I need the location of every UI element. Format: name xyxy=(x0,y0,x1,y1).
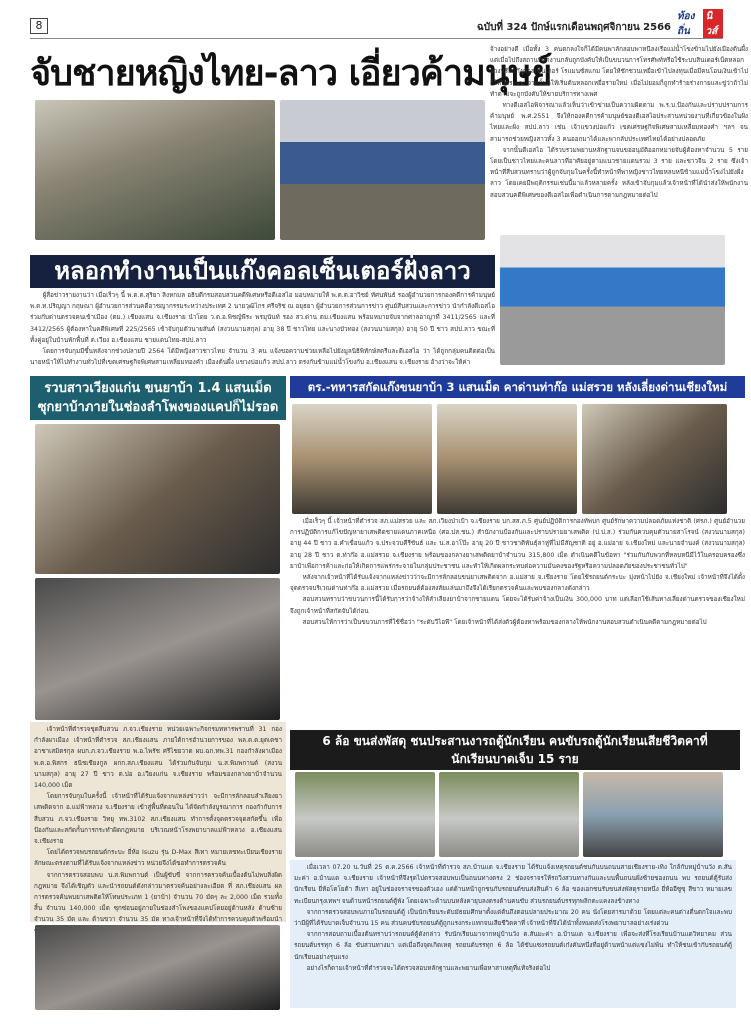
paragraph: สอบสวนทราบว่าขบวนการนี้ได้รับการว่าจ้างให้ลำเลียงยาบ้าจากชายแดน โดยจะได้รับค่าจ้างเป็นเงิน 300,000 บาท แต่เลือกใช้เส้นทางเลี่ยงด่านตรวจของเชียงใหม่ จึงถูกเจ้าหน้าที่สกัดจับได้ก่อน xyxy=(290,596,745,615)
paragraph: เจ้าหน้าที่ตำรวจชุดสืบสวน ภ.จว.เชียงราย หน่วยเฉพาะกิจกรมทหารพรานที่ 31 กองกำลังผาเมือง เจ้าหน้าที่ตำรวจ สภ.เชียงแสน ภายใต้การอำนวยการของ พล.ต.ต.ยุตเตชา อาชาเสมิตรกุล ผบก.ภ.จว.เชียงราย พ.อ.ไพรัช ศรีไชยวาด ผบ.ฉก.ทพ.31 กองกำลังผาเมือง พ.ต.อ.พิสกร ธนิชเชียงกูล ผกก.สภ.เชียงแสน ได้ร่วมกันจับกุม น.ส.พิมพกานต์ (สงวนนามสกุล) อายุ 27 ปี ชาว ต.ปอ อ.เวียงแก่น จ.เชียงราย พร้อมของกลางยาบ้าจำนวน 140,000 เม็ด xyxy=(34,726,282,790)
headline-line: ซุกยาบ้าภายในช่องลำโพงของแคปก็ไม่รอด xyxy=(37,400,279,415)
photo-drug-packages xyxy=(437,404,577,514)
photo-drug-seizure xyxy=(35,424,280,574)
story3-body xyxy=(290,516,745,724)
story4-headline xyxy=(290,730,740,770)
photo-suspects xyxy=(582,404,727,514)
headline-line: รวบสาวเวียงแก่น ขนยาบ้า 1.4 แสนเม็ด xyxy=(44,381,272,396)
photo-house-raid xyxy=(280,100,485,240)
logo-text-b: นิวส์ xyxy=(703,9,723,39)
photo-garage xyxy=(500,235,725,365)
story1-subhead: หลอกทำงานเป็นแก๊งคอลเซ็นเตอร์ฝั่งลาว xyxy=(30,255,495,288)
paragraph: เมื่อเวลา 07.20 น.วันที่ 25 ต.ค.2566 เจ้าหน้าที่ตำรวจ สภ.บ้านแด จ.เชียงราย ได้รับแจ้งเหตุรถยนต์ชนกันบนถนนสายเชียงราย-เทิง ใกล้กับหมู่บ้านวัง ต.สันมะค่า อ.บ้านแด จ.เชียงราย เจ้าหน้าที่จึงรุดไปตรวจสอบพบเป็นถนนทางตรง 2 ช่องจราจรให้รถวิ่งสวนทางกันและบนพื้นถนนฝั่งซ้ายของถนน พบ รถยนต์ตู้รับส่งนักเรียน ยี่ห้อโตโยต้า สีเทา อยู่ในช่องจราจรของตัวเอง แต่ด้านหน้าถูกชนกับรถยนต์ขนส่งสินค้า 6 ล้อ ของเอกชนรับขนส่งพัสดุรายหนึ่ง ยี่ห้ออีซูซุ สีขาว หมายเลขทะเบียนกรุงเทพฯ จนด้านหน้ารถยนต์ตู้พัง โดยเฉพาะด้านบนหลังคายุบลงตรงด้านคนขับ ส่วนรถยนต์บรรทุกพลิกตะแคงลงข้างทาง xyxy=(294,864,732,905)
story3-headline: ตร.-ทหารสกัดแก๊งขนยาบ้า 3 แสนเม็ด คาด่านท่าก๊อ แม่สรวย หลังเลี่ยงด่านเชียงใหม่ xyxy=(290,376,745,398)
header-rule xyxy=(30,38,723,39)
paragraph: เมื่อเร็วๆ นี้ เจ้าหน้าที่ตำรวจ สภ.แม่สรวย และ สภ.เวียงป่าเป้า จ.เชียงราย บก.สส.ภ.5 ศูนย์ปฏิบัติการกองทัพบก ศูนย์รักษาความปลอดภัยแห่งชาติ (ศรภ.) ศูนย์อำนวยการปฏิบัติการแก้ไขปัญหายาเสพติดชายแดนภาคเหนือ (ศอ.ปส.ชน.) สำนักงานป้องกันและปราบปรามยาเสพติด (ป.ป.ส.) ร่วมกันควบคุมตัวนายสาโรจน์ (สงวนนามสกุล) อายุ 44 ปี ชาว อ.คำเขื่อนแก้ว จ.ประจวบคีรีขันธ์ และ น.ส.อาโป๊ะ อายุ 20 ปี ชาวชาติพันธุ์ลาหู่ที่ไม่มีสัญชาติ อยู่ อ.แม่อาย จ.เชียงใหม่ และนายจำนงค์ (สงวนนามสกุล) อายุ 28 ปี ชาว ต.ท่าก๊อ อ.แม่สรวย จ.เชียงราย พร้อมของกลางยาเสพติดยาบ้าจำนวน 315,800 เม็ด ดำเนินคดีในข้อหา "ร่วมกันกับพวกที่หลบหนีมีไว้ในครอบครองซึ่งยาบ้าเพื่อการค้าและก่อให้เกิดการแพร่กระจายในกลุ่มประชาชน และทำให้เกิดผลกระทบต่อความมั่นคงของรัฐหรือความปลอดภัยของประชาชนทั่วไป" xyxy=(290,518,745,570)
paragraph: โดยการจับกุมมีขึ้นหลังจากช่วงปลายปี 2564 ได้มีหญิงสาวชาวไทย จำนวน 3 คน แจ้งขอความช่วยเหลือไปยังมูลนิธิพิทักษ์สตรีและดีเอสไอ ว่า ได้ถูกกลุ่มคนติดต่อเป็นนายหน้าให้ไปทำงานทั่วไปที่เขตเศรษฐกิจพิเศษสามเหลี่ยมทองคำ เมืองต้นผึ้ง แขวงบ่อแก้ว สปป.ลาว ตรงกันข้ามแม่น้ำโขงกับ อ.เชียงแสน จ.เชียงราย อ้างว่าจะให้ค่า xyxy=(30,348,495,367)
photo-drug-bags xyxy=(292,404,432,514)
paragraph: จากการตรวจสอบพบ น.ส.พิมพกานต์ เป็นผู้ขับขี่ จากการตรวจค้นเบื้องต้นไม่พบสิ่งผิดกฎหมาย จึงได้เชิญตัว และนำรถยนต์ดังกล่าวมาตรวจค้นอย่างละเอียด ที่ สภ.เชียงแสน ผลการตรวจค้นพบยาเสพติดให้โทษประเภท 1 (ยาบ้า) จำนวน 70 มัดๆ ละ 2,000 เม็ด รวมทั้งสิ้น จำนวน 140,000 เม็ด ซุกซ่อนอยู่ภายในช่องลำโพงของแคปโดยอยู่ด้านหลัง ด้านซ้าย จำนวน 35 มัด และ ด้านขวา จำนวน 35 มัด ทางเจ้าหน้าที่จึงได้ทำการควบคุมตัวพร้อมนำ xyxy=(34,871,282,924)
paragraph: โดยการจับกุมในครั้งนี้ เจ้าหน้าที่ได้รับแจ้งจากแหล่งข่าวว่า จะมีการลักลอบลำเลียงยาเสพติดจาก อ.แม่ฟ้าหลวง จ.เชียงราย เข้าสู่พื้นที่ตอนใน ได้จัดกำลังบูรณาการ กองกำกับการสืบสวน ภ.จว.เชียงราย วิทยุ ทพ.3102 สภ.เชียงแสน ทำการตั้งจุดตรวจจุดสกัดขึ้น เพื่อป้องกันและสกัดกั้นการกระทำผิดกฎหมาย บริเวณหน้าโรงพยาบาลแม่ฟ้าหลวง อ.เชียงแสน จ.เชียงราย xyxy=(34,793,282,846)
logo-text-a: ท้องถิ่น xyxy=(677,11,695,37)
story2-headline xyxy=(30,376,286,420)
headline-line: นักเรียนบาดเจ็บ 15 ราย xyxy=(451,752,579,766)
photo-overturned-truck xyxy=(439,772,579,857)
paragraph: อย่างไรก็ตามเจ้าหน้าที่ตำรวจจะได้ตรวจสอบหลักฐานและพยานเพื่อหาสาเหตุที่แท้จริงต่อไป xyxy=(306,964,551,972)
paragraph: ทางดีเอสไอพิจารณาแล้วเห็นว่าเข้าข่ายเป็นความผิดตาม พ.ร.บ.ป้องกันและปราบปรามการค้ามนุษย์ พ.ศ.2551 จึงให้กองคดีการค้ามนุษย์ของดีเอสไอประสานหน่วยงานที่เกี่ยวข้องในฝั่งไทยและฝั่ง สปป.ลาว เช่น เจ้าแขวงบ่อแก้ว เขตเศรษฐกิจพิเศษสามเหลี่ยมทองคำ ฯลฯ จนสามารถช่วยหญิงสาวทั้ง 3 คนออกมาได้และพากลับประเทศไทยได้อย่างปลอดภัย xyxy=(490,102,748,143)
photo-car-interior xyxy=(35,925,280,1010)
paragraph: โดยได้ตรวจพบรถยนต์กระบะ ยี่ห้อ Isuzu รุ่น D-Max สีเทา หมายเลขทะเบียนเชียงราย ลักษณะตรงตามที่ได้รับแจ้งจากแหล่งข่าว หน่วยจึงได้ขอทำการตรวจค้น xyxy=(34,849,282,868)
paragraph: จากการตรวจสอบพบภายในรถยนต์ตู้ เป็นนักเรียนระดับมัธยมศึกษาตั้งแต่ต้นถึงตอนปลายประมาณ 20 คน นั่งโดยสารมาด้วย โดยแต่ละคนต่างตื่นตกใจและพบว่ามีผู้ที่ได้รับบาดเจ็บจำนวน 15 คน ส่วนคนขับรถยนต์ตู้ถูกแรงกระแทกจนเสียชีวิตคาที่ เจ้าหน้าที่จึงได้นำทั้งหมดส่งโรงพยาบาลอย่างเร่งด่วน xyxy=(294,908,732,928)
photo-car-speaker xyxy=(35,578,280,720)
story4-body xyxy=(290,860,736,1008)
paragraph: สอบสวนให้การว่าเป็นขบวนการที่ใช้ชื่อว่า "ระดับวีไอพี" โดยเจ้าหน้าที่ได้ส่งตัวผู้ต้องหาพร้อมของกลางให้พนักงานสอบสวนดำเนินคดีตามกฎหมายต่อไป xyxy=(302,618,707,626)
paragraph: หลังจากเจ้าหน้าที่ได้รับแจ้งจากแหล่งข่าวว่าจะมีการลักลอบขนยาเสพติดจาก อ.แม่สาย จ.เชียงราย โดยใช้รถยนต์กระบะ มุ่งหน้าไปยัง จ.เชียงใหม่ เจ้าหน้าที่จึงได้ตั้งจุดตรวจบริเวณด่านท่าก๊อ อ.แม่สรวย เมื่อรถยนต์ต้องสงสัยแล่นมาถึงจึงได้เรียกตรวจค้นและพบของกลางดังกล่าว xyxy=(290,574,745,593)
story1-body xyxy=(30,290,495,368)
issue-info: ฉบับที่ 324 ปักษ์แรกเดือนพฤศจิกายน 2566 xyxy=(476,22,671,33)
photo-rescue-workers xyxy=(583,772,723,857)
page-number: 8 xyxy=(30,18,48,34)
paragraph: จากการสอบถามเบื้องต้นทราบว่ารถยนต์ตู้ดังกล่าว รับนักเรียนมาจากหมู่บ้านวัง ต.สันมะค่า อ.บ้านแด จ.เชียงราย เพื่อจะส่งที่โรงเรียนบ้านแดวิทยาคม ส่วนรถยนต์บรรทุก 6 ล้อ ขับสวนทางมา แต่เมื่อถึงจุดเกิดเหตุ รถยนต์บรรทุก 6 ล้อ ได้ขับแซงรถยนต์เก๋งคันหนึ่งที่อยู่ด้านหน้าแต่แซงไม่พ้น ทำให้ชนเข้ากับรถยนต์ตู้นักเรียนอย่างรุนแรง xyxy=(294,931,732,961)
photo-crashed-van xyxy=(295,772,435,857)
story1-continued xyxy=(490,44,748,230)
paragraph: ผู้สื่อข่าวรายงานว่า เมื่อเร็วๆ นี้ พ.ต.ต.สุริยา สิงหกมล อธิบดีกรมสอบสวนคดีพิเศษหรือดีเอสไอ มอบหมายให้ พ.ต.ต.อาวิชย์ ทัศนพันธ์ รองผู้อำนวยการกองคดีการค้ามนุษย์ พ.ต.ท.ปริญญา กฤษณา ผู้อำนวยการส่วนคดีอาชญากรรมระหว่างประเทศ 2 นายวุฒิไกร ศรีจริช ณ อยุธยา ผู้อำนวยการส่วนการข่าว ศูนย์สืบสวนและการข่าว นำกำลังดีเอสไอร่วมกับด่านตรวจคนเข้าเมือง (ตม.) เชียงแสน จ.เชียงราย นำโดย ว.ต.อ.พิชญ์พีระ พรมุนันท์ รอง สว.ด่าน ตม.เชียงแสน พร้อมหมายจับจากศาลอาญาที่ 3411/2565 และที่ 3412/2565 ผู้ต้องหาในคดีพิเศษที่ 225/2565 เข้าจับกุมตัวนายสันต์ (สงวนนามสกุล) อายุ 38 ปี ชาวไทย และนางบัวทอง (สงวนนามสกุล) อายุ 50 ปี ชาว สปป.ลาว ขณะที่ทั้งคู่อยู่ในบ้านพักพื้นที่ ต.เวียง อ.เชียงแสน ชายแดนไทย-สปป.ลาว xyxy=(30,292,495,344)
main-headline: จับชายหญิงไทย-ลาว เอี่ยวค้ามนุษย์ xyxy=(30,53,552,94)
headline-line: 6 ล้อ ขนส่งพัสดุ ชนประสานงารถตู้นักเรียน คนขับรถตู้นักเรียนเสียชีวิตคาที่ xyxy=(322,734,708,748)
paragraph: จากนั้นดีเอสไอ ได้รวบรวมพยานหลักฐานจนขออนุมัติออกหมายจับผู้ต้องหาจำนวน 5 ราย โดยเป็นชาวไทยและคนลาวที่อาศัยอยู่ตามแนวชายแดนรวม 3 ราย และชาวจีน 2 ราย ซึ่งเจ้าหน้าที่สืบสวนทราบว่าผู้ถูกจับกุมในครั้งนี้ทำหน้าที่พาหญิงชาวไทยหลบหนีข้ามแม่น้ำโขงไปยังฝั่งลาว โดยเคยมีพฤติกรรมเช่นนี้มาแล้วหลายครั้ง หลังเข้าจับกุมแล้วเจ้าหน้าที่ได้นำส่งให้พนักงานสอบสวนคดีพิเศษของดีเอสไอเพื่อดำเนินการตามกฎหมายต่อไป xyxy=(490,146,748,199)
story2-body xyxy=(30,722,286,922)
newspaper-logo xyxy=(677,11,723,37)
paragraph: จ้างอย่างดี เมื่อทั้ง 3 คนตกลงใจก็ได้มีคนพาลักลอบพาหนีลงเรือแม่น้ำโขงข้ามไปยังเมืองต้นผึ้ง แต่เมื่อไปถึงสถานที่ทำงานกลับถูกบังคับให้เป็นขบวนการโทรศัพท์หรือใช้ระบบสินเดอร์เน็ตหลอกลวงหรือแก๊งคอลเซ็นเตอร์ โรแมนซ์สแกม โดยให้ชักชวนเหยื่อเข้าไปลงทุนเมื่อมีคนโอนเงินเข้าไปก็ให้ปิดระบบ จากนั้นก็ให้เริ่มต้นหลอกเหยื่อรายใหม่ เมื่อไม่ยอมก็ถูกทำร้ายร่างกายและขู่ว่าถ้าไม่ทำตามจะถูกบังคับให้ขายบริการทางเพศ xyxy=(490,46,748,98)
photo-arrest-suspects xyxy=(35,100,275,240)
